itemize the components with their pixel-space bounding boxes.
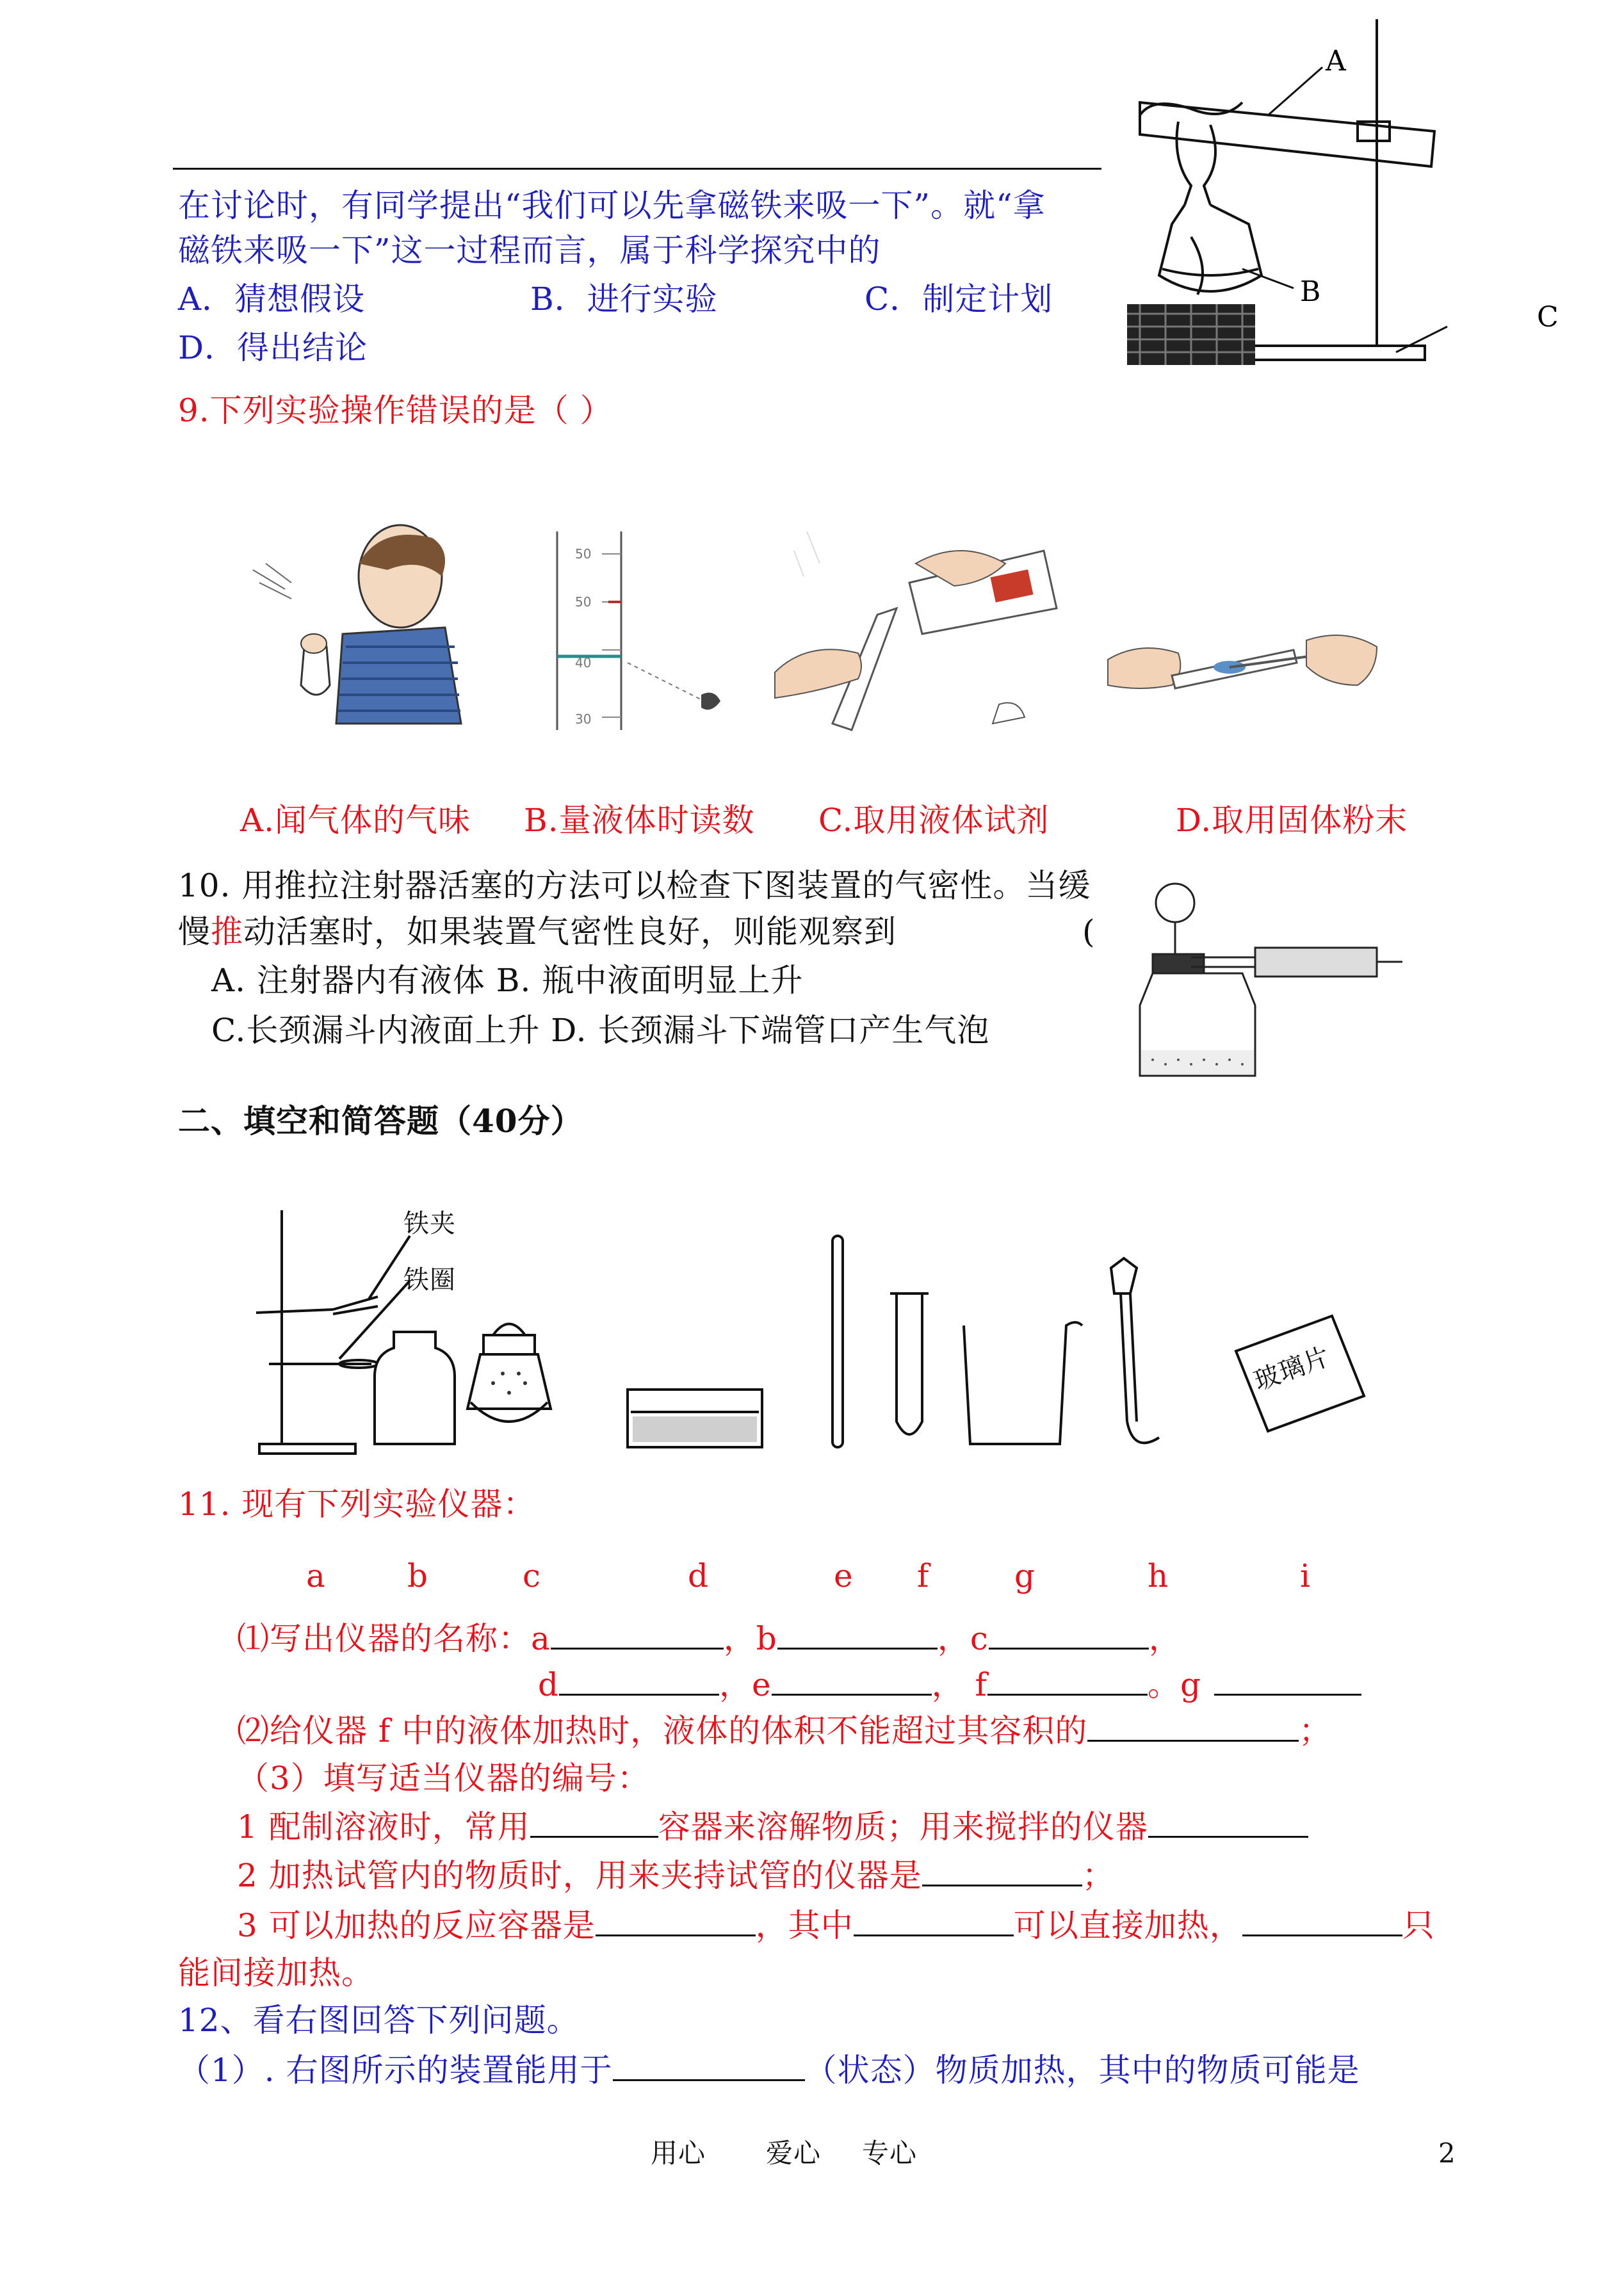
blank-indirect-heat[interactable] [1242, 1906, 1402, 1936]
cylinder-tick-1: 50 [575, 546, 592, 562]
q8-line1: 在讨论时，有同学提出“我们可以先拿磁铁来吸一下”。就“拿 [178, 187, 1046, 224]
blank-volume-fraction[interactable] [1087, 1712, 1299, 1742]
q11-part3-title: （3）填写适当仪器的编号： [237, 1760, 650, 1797]
q9-title: 9.下列实验操作错误的是（ ） [178, 392, 613, 429]
q11-part1-e: ，e [719, 1666, 772, 1703]
q9-option-c: C.取用液体试剂 [818, 802, 1050, 839]
q9-figure-graduated-cylinder [551, 525, 730, 736]
page-number: 2 [1438, 2137, 1456, 2169]
q10-line2-post: 动活塞时，如果装置气密性良好，则能观察到 [243, 913, 897, 950]
q10-line2-pre: 慢 [178, 913, 211, 950]
q11-part3-3a: 3 可以加热的反应容器是 [237, 1907, 596, 1944]
q11-part3-item1 [237, 1807, 1308, 1847]
q11-part1-row1 [237, 1619, 1181, 1658]
letter-f: f [917, 1557, 930, 1594]
q11-part3-1a: 1 配制溶液时，常用 [237, 1808, 530, 1845]
section2-title: 二、填空和简答题（40分） [178, 1102, 583, 1140]
cylinder-tick-3: 40 [575, 655, 592, 670]
q10-line1: 10. 用推拉注射器活塞的方法可以检查下图装置的气密性。当缓 [178, 867, 1091, 904]
q12-part1 [178, 2050, 1360, 2090]
label-iron-ring: 铁圈 [403, 1265, 456, 1295]
q11-part1-b: ，b [723, 1620, 777, 1657]
q11-title: 11. 现有下列实验仪器： [178, 1486, 536, 1523]
blank-dissolve-container[interactable] [530, 1808, 658, 1838]
label-c: C [1537, 301, 1559, 334]
q10-line2 [178, 912, 897, 952]
letter-i: i [1300, 1557, 1311, 1594]
q8-option-b: B．进行实验 [530, 280, 718, 318]
blank-tube-holder[interactable] [922, 1856, 1082, 1886]
blank-b[interactable] [777, 1619, 938, 1650]
q12-part1-a: （1）. 右图所示的装置能用于 [178, 2052, 613, 2089]
q9-figure-smell-gas [240, 519, 471, 730]
blank-stirring-tool[interactable] [1148, 1808, 1308, 1838]
cylinder-tick-2: 50 [575, 594, 592, 610]
blank-c[interactable] [989, 1619, 1149, 1650]
q10-airtightness-figure [1127, 877, 1409, 1082]
q11-part3-item2 [237, 1856, 1115, 1895]
q11-part3-2a: 2 加热试管内的物质时，用来夹持试管的仪器是 [237, 1857, 922, 1894]
label-b: B [1300, 275, 1321, 308]
letter-d: d [688, 1557, 710, 1594]
footer-motto-3: 专心 [862, 2137, 918, 2169]
letter-e: e [834, 1557, 854, 1594]
q10-options-ab: A. 注射器内有液体 B. 瓶中液面明显上升 [211, 962, 804, 999]
blank-e[interactable] [772, 1666, 932, 1696]
q11-part2-end: ； [1299, 1712, 1332, 1749]
q11-part1-g: 。g [1148, 1666, 1202, 1703]
letter-h: h [1148, 1557, 1169, 1594]
footer-motto-2: 爱心 [766, 2137, 822, 2169]
q11-part2-text: ⑵给仪器 f 中的液体加热时，液体的体积不能超过其容积的 [237, 1712, 1088, 1749]
q8-option-a: A．猜想假设 [178, 280, 366, 318]
blank-direct-heat[interactable] [854, 1906, 1014, 1936]
q11-part1-end: ， [1148, 1620, 1181, 1657]
letter-c: c [523, 1557, 542, 1594]
blank-a[interactable] [551, 1619, 724, 1650]
label-glass-plate: 玻璃片 [1250, 1342, 1335, 1397]
label-iron-clamp: 铁夹 [403, 1209, 456, 1238]
letter-g: g [1014, 1557, 1036, 1594]
q10-line2-push: 推 [211, 913, 243, 950]
q11-part1-row2 [538, 1665, 1361, 1705]
q11-part3-3d: 只 [1402, 1907, 1435, 1944]
blank-heatable-containers[interactable] [596, 1906, 756, 1936]
q11-part1-d: d [538, 1666, 560, 1703]
q10-paren: ( [1082, 913, 1096, 950]
q10-options-cd: C.长颈漏斗内液面上升 D. 长颈漏斗下端管口产生气泡 [211, 1012, 990, 1049]
q11-part1-label: ⑴写出仪器的名称：a [237, 1620, 551, 1657]
q11-part3-2b: ； [1082, 1857, 1115, 1894]
blank-state[interactable] [613, 2051, 805, 2081]
letter-a: a [306, 1557, 326, 1594]
q11-part1-c: ，c [937, 1620, 989, 1657]
letter-b: b [407, 1557, 429, 1594]
q11-part3-3c: 可以直接加热， [1013, 1907, 1242, 1944]
q8-line2: 磁铁来吸一下”这一过程而言，属于科学探究中的 [178, 232, 881, 269]
footer-motto-1: 用心 [651, 2137, 706, 2169]
q8-option-c: C．制定计划 [865, 280, 1053, 318]
q8-option-d: D．得出结论 [178, 329, 368, 366]
q11-part3-item3-cont: 能间接加热。 [178, 1954, 374, 1991]
heating-apparatus-figure [1114, 13, 1575, 384]
q9-figure-pour-liquid [768, 512, 1063, 749]
q12-part1-b: （状态）物质加热，其中的物质可能是 [804, 2052, 1360, 2089]
q11-part3-3b: ，其中 [755, 1907, 854, 1944]
q9-figure-solid-powder [1101, 615, 1383, 717]
q11-part3-1b: 容器来溶解物质；用来搅拌的仪器 [658, 1808, 1148, 1845]
q9-option-d: D.取用固体粉末 [1176, 802, 1408, 839]
header-rule [173, 168, 1101, 170]
blank-f[interactable] [987, 1666, 1148, 1696]
q9-option-a: A.闻气体的气味 [240, 802, 471, 839]
q11-part3-item3 [237, 1906, 1435, 1945]
label-a: A [1326, 45, 1346, 77]
q11-part1-f: ， f [931, 1666, 988, 1703]
blank-d[interactable] [559, 1666, 719, 1696]
cylinder-tick-4: 30 [575, 711, 592, 727]
q9-option-b: B.量液体时读数 [524, 802, 755, 839]
blank-g[interactable] [1214, 1666, 1361, 1696]
q11-part2 [237, 1711, 1331, 1751]
q12-title: 12、看右图回答下列问题。 [178, 2002, 580, 2039]
